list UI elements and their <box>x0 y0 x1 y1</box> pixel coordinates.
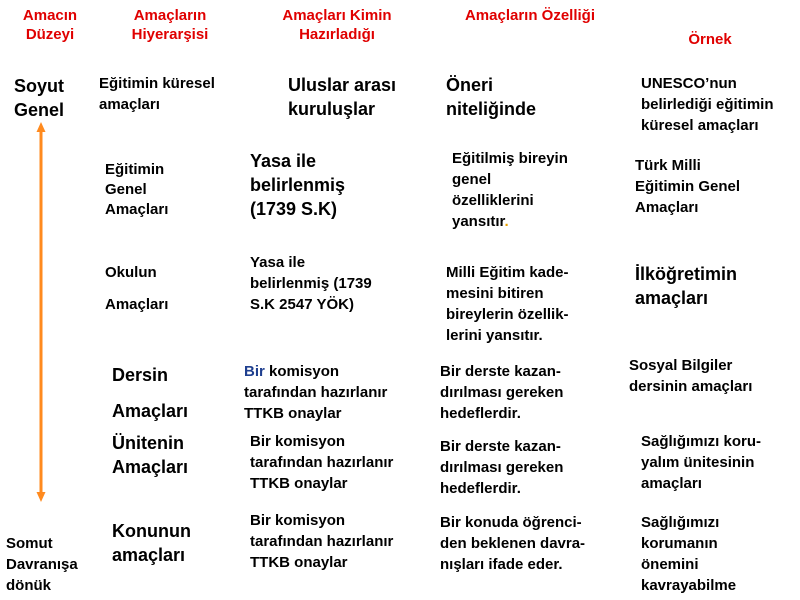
row4-prepared-by <box>244 361 387 424</box>
row3-feature: Milli Eğitim kade- mesini bitiren bireylerin özellik- lerini yansıtır. <box>446 264 569 344</box>
row3-example: İlköğretimin amaçları <box>635 264 738 308</box>
row4-hierarchy-line2: Amaçları <box>112 401 189 421</box>
row4-hierarchy-line1: Dersin <box>112 365 169 385</box>
row2-hierarchy: Eğitimin Genel Amaçları <box>105 161 169 218</box>
row4-prepared-by-first: Bir <box>244 363 265 380</box>
row6-prepared-by: Bir komisyon tarafından hazırlanır TTKB onaylar <box>250 512 394 571</box>
row2-feature-text: Eğitilmiş bireyin genel özelliklerini yansıtır <box>452 150 568 230</box>
row3-prepared-by: Yasa ile belirlenmiş (1739 S.K 2547 YÖK) <box>250 254 372 313</box>
header-example: Örnek <box>688 31 732 48</box>
row6-feature: Bir konuda öğrenci- den beklenen davra- nışları ifade eder. <box>440 514 586 573</box>
row2-feature-dot: . <box>504 213 509 230</box>
row3-hierarchy-line1: Okulun <box>105 264 157 281</box>
row5-feature: Bir derste kazan- dırılması gereken hedeflerdir. <box>440 438 564 497</box>
row4-example: Sosyal Bilgiler dersinin amaçları <box>629 357 753 395</box>
row1-hierarchy: Eğitimin küresel amaçları <box>99 75 215 113</box>
row1-prepared-by: Uluslar arası kuruluşlar <box>288 75 397 119</box>
row4-prepared-by-rest: komisyon tarafından hazırlanır TTKB onaylar <box>244 363 388 422</box>
level-concrete-behavioral: Somut Davranışa dönük <box>6 535 78 594</box>
row2-prepared-by: Yasa ile belirlenmiş (1739 S.K) <box>250 151 346 219</box>
level-abstract-general: Soyut Genel <box>14 76 65 120</box>
row2-feature <box>452 148 568 232</box>
row1-feature: Öneri niteliğinde <box>446 75 536 119</box>
row4-feature: Bir derste kazan- dırılması gereken hedeflerdir. <box>440 363 564 422</box>
abstract-to-concrete-arrow-icon <box>30 122 52 502</box>
header-level: Amacın Düzeyi <box>22 7 78 43</box>
row6-hierarchy: Konunun amaçları <box>112 521 191 565</box>
row5-hierarchy: Ünitenin Amaçları <box>112 433 189 477</box>
row2-example: Türk Milli Eğitimin Genel Amaçları <box>635 157 741 216</box>
row5-example: Sağlığımızı koru- yalım ünitesinin amaçları <box>641 433 762 492</box>
row5-prepared-by: Bir komisyon tarafından hazırlanır TTKB onaylar <box>250 433 394 492</box>
header-hierarchy: Amaçların Hiyerarşisi <box>131 7 209 43</box>
row6-example: Sağlığımızı korumanın önemini kavrayabilme <box>641 514 737 594</box>
header-feature: Amaçların Özelliği <box>464 7 596 24</box>
row3-hierarchy-line2: Amaçları <box>105 296 169 313</box>
row1-example: UNESCO’nun belirlediği eğitimin küresel amaçları <box>641 75 774 134</box>
header-prepared-by: Amaçları Kimin Hazırladığı <box>282 7 392 43</box>
